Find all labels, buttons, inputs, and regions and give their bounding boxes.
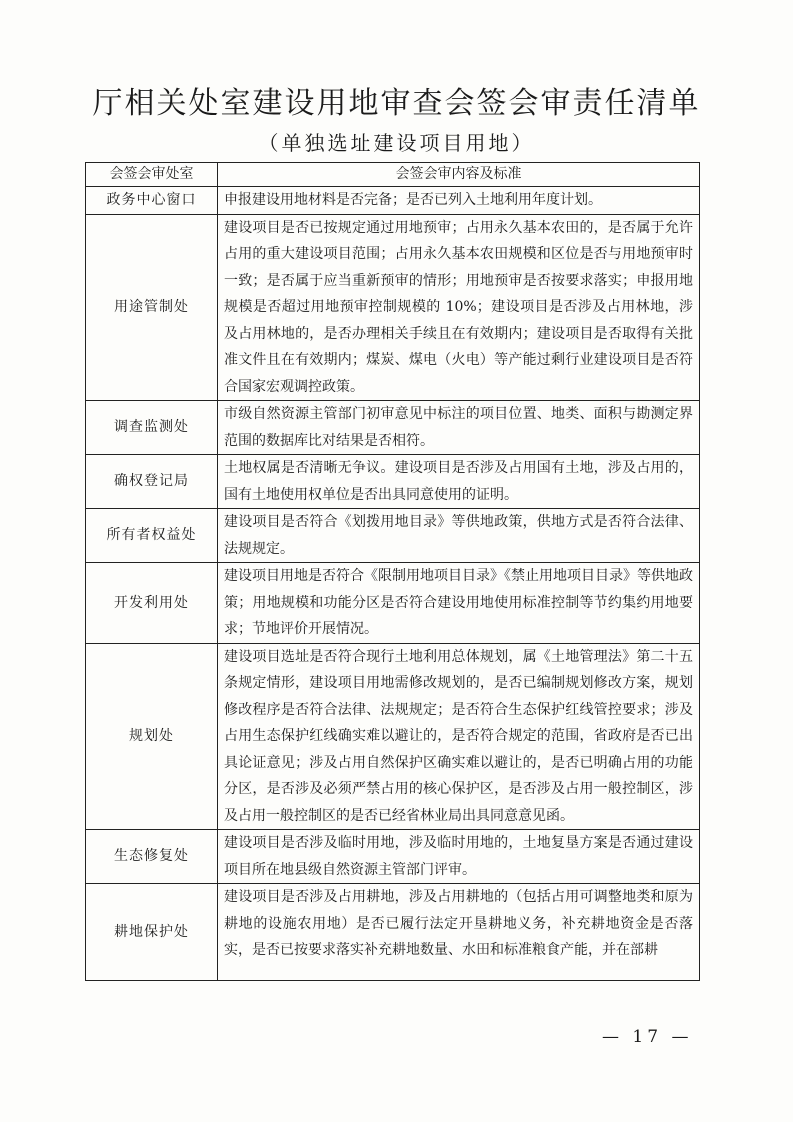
row-content: 建设项目用地是否符合《限制用地项目目录》《禁止用地项目目录》等供地政策；用地规模和功能分区是否符合建设用地使用标准控制等节约集约用地要求；节地评价开展情况。 bbox=[218, 563, 700, 644]
row-content: 建设项目是否已按规定通过用地预审；占用永久基本农田的，是否属于允许占用的重大建设项目范围；占用永久基本农田规模和区位是否与用地预审时一致；是否属于应当重新预审的情形；用地预审是否按要求落实；申报用地规模是否超过用地预审控制规模的 10%；建设项目是否涉及占用林地，涉及占用林地的，是否办理相关手续且在有效期内；建设项目是否取得有关批准文件且在有效期内；煤炭、煤电（火电）等产能过剩行业建设项目是否符合国家宏观调控政策。 bbox=[218, 214, 700, 401]
document-title: 厅相关处室建设用地审查会签会审责任清单 bbox=[92, 86, 701, 121]
table-row bbox=[86, 884, 700, 981]
table-row bbox=[86, 214, 700, 401]
table-row bbox=[86, 563, 700, 644]
page-number: — 17 — bbox=[602, 1027, 693, 1047]
table-row bbox=[86, 401, 700, 455]
row-content: 申报建设用地材料是否完备；是否已列入土地利用年度计划。 bbox=[218, 187, 700, 215]
header-dept: 会签会审处室 bbox=[86, 163, 218, 187]
row-content: 建设项目是否涉及占用耕地，涉及占用耕地的（包括占用可调整地类和原为耕地的设施农用地）是否已履行法定开垦耕地义务，补充耕地资金是否落实，是否已按要求落实补充耕地数量、水田和标准粮食产能，并在部耕 bbox=[218, 884, 700, 981]
table-row bbox=[86, 509, 700, 563]
row-dept: 调查监测处 bbox=[86, 401, 218, 455]
table-row bbox=[86, 643, 700, 830]
row-dept: 确权登记局 bbox=[86, 455, 218, 509]
table-row bbox=[86, 187, 700, 215]
header-content: 会签会审内容及标准 bbox=[218, 163, 700, 187]
responsibility-table bbox=[85, 162, 700, 981]
table-row bbox=[86, 455, 700, 509]
row-dept: 耕地保护处 bbox=[86, 884, 218, 981]
row-dept: 开发利用处 bbox=[86, 563, 218, 644]
document-subtitle: （单独选址建设项目用地） bbox=[258, 131, 535, 155]
row-content: 建设项目是否符合《划拨用地目录》等供地政策，供地方式是否符合法律、法规规定。 bbox=[218, 509, 700, 563]
row-dept: 政务中心窗口 bbox=[86, 187, 218, 215]
table-row bbox=[86, 830, 700, 884]
row-dept: 所有者权益处 bbox=[86, 509, 218, 563]
row-dept: 规划处 bbox=[86, 643, 218, 830]
table-header-row bbox=[86, 163, 700, 187]
row-content: 建设项目选址是否符合现行土地利用总体规划，属《土地管理法》第二十五条规定情形，建设项目用地需修改规划的，是否已编制规划修改方案，规划修改程序是否符合法律、法规规定；是否符合生态保护红线管控要求；涉及占用生态保护红线确实难以避让的，是否符合规定的范围，省政府是否已出具论证意见；涉及占用自然保护区确实难以避让的，是否已明确占用的功能分区，是否涉及必须严禁占用的核心保护区，是否涉及占用一般控制区，涉及占用一般控制区的是否已经省林业局出具同意意见函。 bbox=[218, 643, 700, 830]
row-content: 建设项目是否涉及临时用地，涉及临时用地的，土地复垦方案是否通过建设项目所在地县级自然资源主管部门评审。 bbox=[218, 830, 700, 884]
row-dept: 用途管制处 bbox=[86, 214, 218, 401]
row-dept: 生态修复处 bbox=[86, 830, 218, 884]
row-content: 土地权属是否清晰无争议。建设项目是否涉及占用国有土地，涉及占用的，国有土地使用权单位是否出具同意使用的证明。 bbox=[218, 455, 700, 509]
row-content: 市级自然资源主管部门初审意见中标注的项目位置、地类、面积与勘测定界范围的数据库比对结果是否相符。 bbox=[218, 401, 700, 455]
